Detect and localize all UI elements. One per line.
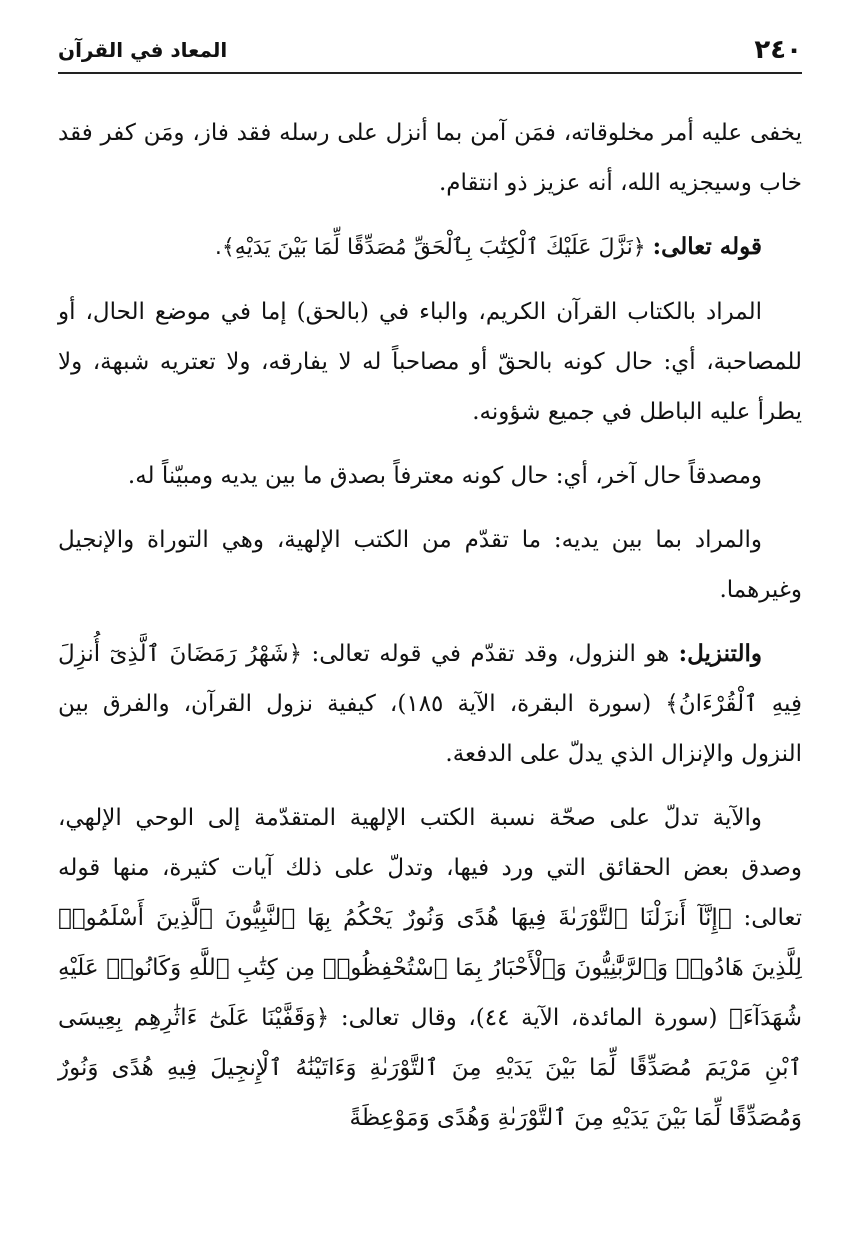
paragraph-text: يخفى عليه أمر مخلوقاته، فمَن آمن بما أنزل على رسله فقد فاز، ومَن كفر فقد خاب وسيجزيه الله، أنه عزيز ذو انتقام. [58, 120, 802, 196]
paragraph-3 [58, 287, 802, 437]
paragraph-4 [58, 451, 802, 501]
paragraph-text: والآية تدلّ على صحّة نسبة الكتب الإلهية المتقدّمة إلى الوحي الإلهي، وصدق بعض الحقائق التي ورد فيها، وتدلّ على ذلك آيات كثيرة، منها قوله تعالى: ﴿إِنَّآ أَنزَلْنَا ٱلتَّوْرَىٰةَ فِيهَا هُدًى وَنُورٌ يَحْكُمُ بِهَا ٱلنَّبِيُّونَ ٱلَّذِينَ أَسْلَمُوا۟ لِلَّذِينَ هَادُوا۟ وَٱلرَّبَّٰنِيُّونَ وَٱلْأَحْبَارُ بِمَا ٱسْتُحْفِظُوا۟ مِن كِتَٰبِ ٱللَّهِ وَكَانُوا۟ عَلَيْهِ شُهَدَآءَ﴾ (سورة المائدة، الآية ٤٤)، وقال تعالى: ﴿وَقَفَّيْنَا عَلَىٰٓ ءَاثَٰرِهِم بِعِيسَى ٱبْنِ مَرْيَمَ مُصَدِّقًا لِّمَا بَيْنَ يَدَيْهِ مِنَ ٱلتَّوْرَىٰةِ وَءَاتَيْنَٰهُ ٱلْإِنجِيلَ فِيهِ هُدًى وَنُورٌ وَمُصَدِّقًا لِّمَا بَيْنَ يَدَيْهِ مِنَ ٱلتَّوْرَىٰةِ وَهُدًى وَمَوْعِظَةً [58, 805, 803, 1131]
page-number: ٢٤٠ [754, 35, 802, 65]
paragraph-2 [58, 222, 802, 273]
paragraph-1 [58, 108, 802, 208]
paragraph-7 [58, 793, 802, 1143]
page-body [58, 108, 802, 1157]
paragraph-text: والمراد بما بين يديه: ما تقدّم من الكتب الإلهية، وهي التوراة والإنجيل وغيرهما. [58, 527, 802, 603]
page-header [58, 28, 802, 74]
paragraph-lead: قوله تعالى: [652, 233, 762, 260]
paragraph-lead: والتنزيل: [678, 640, 762, 667]
paragraph-text: هو النزول، وقد تقدّم في قوله تعالى: ﴿شَهْرُ رَمَضَانَ ٱلَّذِىٓ أُنزِلَ فِيهِ ٱلْقُرْءَانُ﴾ (سورة البقرة، الآية ١٨٥)، كيفية نزول القرآن، والفرق بين النزول والإنزال الذي يدلّ على الدفعة. [58, 641, 802, 767]
quran-verse: ﴿نَزَّلَ عَلَيْكَ ٱلْكِتَٰبَ بِٱلْحَقِّ مُصَدِّقًا لِّمَا بَيْنَ يَدَيْهِ﴾. [214, 235, 653, 260]
running-title: المعاد في القرآن [58, 38, 228, 62]
paragraph-text: المراد بالكتاب القرآن الكريم، والباء في (بالحق) إما في موضع الحال، أو للمصاحبة، أي: حال كونه بالحقّ أو مصاحباً له لا يفارقه، ولا تعتريه شبهة، ولا يطرأ عليه الباطل في جميع شؤونه. [58, 299, 802, 425]
paragraph-6 [58, 629, 802, 779]
paragraph-5 [58, 515, 802, 615]
paragraph-text: ومصدقاً حال آخر، أي: حال كونه معترفاً بصدق ما بين يديه ومبيّناً له. [127, 463, 762, 489]
